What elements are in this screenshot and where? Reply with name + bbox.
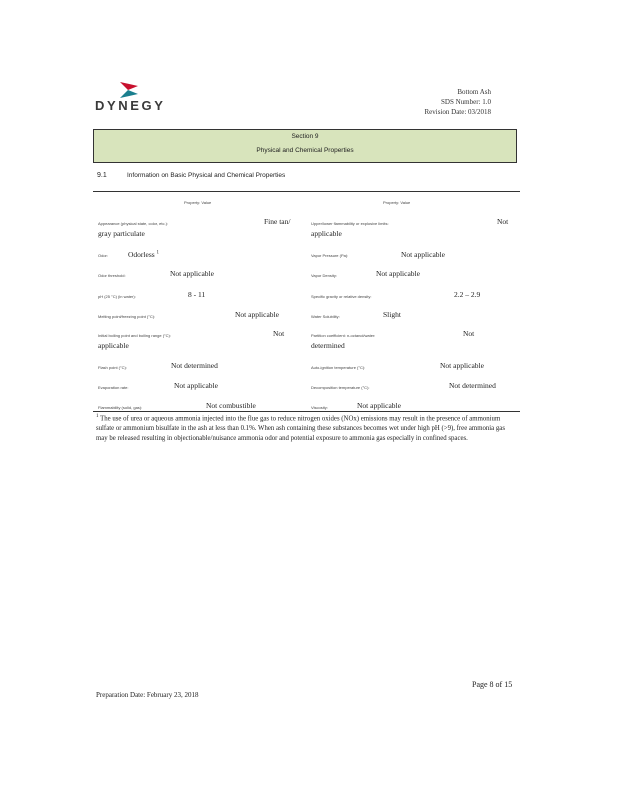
value-viscosity: Not applicable — [357, 401, 401, 410]
value-vapor-density: Not applicable — [376, 269, 420, 278]
value-evaporation-rate: Not applicable — [174, 381, 218, 390]
subsection-number: 9.1 — [97, 172, 107, 179]
label-flammability-limits: Upper/lower flammability or explosive limits: — [311, 221, 389, 226]
section-title: Section 9 — [291, 133, 319, 140]
label-specific-gravity: Specific gravity or relative density: — [311, 294, 372, 299]
label-appearance: Appearance (physical state, color, etc.): — [98, 221, 169, 226]
value-odor-threshold: Not applicable — [170, 269, 214, 278]
label-odor: Odor: — [98, 253, 109, 258]
subsection-title: Information on Basic Physical and Chemical Properties — [127, 172, 286, 179]
value-specific-gravity: 2.2 – 2.9 — [454, 290, 481, 299]
value-ph: 8 - 11 — [188, 290, 206, 299]
value-odor: Odorless $^1$ — [128, 250, 160, 259]
value-decomposition-temp: Not determined — [449, 381, 496, 390]
right-column-header: Property: Value — [383, 200, 411, 205]
label-flammability: Flammability (solid, gas): — [98, 405, 143, 410]
value-auto-ignition: Not applicable — [440, 361, 484, 370]
value-flammability-limits-cont: applicable — [311, 229, 342, 238]
section-banner — [93, 129, 517, 163]
value-appearance: Fine tan/ — [264, 217, 291, 226]
footnote-text: The use of urea or aqueous ammonia injected into the flue gas to reduce nitrogen oxides (NOx) emissions may result in the presence of ammonium sulfate or ammonium bisulfate in the ash at less than 0.1%. When ash containing these substances becomes wet under high pH (>9), free ammonia gas may be released resulting in objectionable/nuisance ammonia odor and potential exposure to ammonia gas especially in confined spaces. — [96, 415, 505, 443]
value-vapor-pressure: Not applicable — [401, 250, 445, 259]
page-number: Page 8 of 15 — [472, 680, 513, 689]
value-boiling-point: Not — [273, 329, 285, 338]
value-boiling-point-cont: applicable — [98, 341, 129, 350]
value-water-solubility: Slight — [383, 310, 401, 319]
label-flash-point: Flash point (°C): — [98, 365, 127, 370]
label-auto-ignition: Auto-ignition temperature (°C): — [311, 365, 366, 370]
value-flammability-limits: Not — [497, 217, 509, 226]
label-evaporation-rate: Evaporation rate: — [98, 385, 129, 390]
value-flammability: Not combustible — [206, 401, 256, 410]
revision-date: Revision Date: 03/2018 — [424, 108, 491, 116]
sds-number: SDS Number: 1.0 — [441, 98, 491, 106]
label-viscosity: Viscosity: — [311, 405, 328, 410]
label-ph: pH (25 °C) (in water): — [98, 294, 136, 299]
table-top-rule — [93, 191, 520, 192]
section-subtitle: Physical and Chemical Properties — [256, 147, 354, 154]
label-decomposition-temp: Decomposition temperature (°C): — [311, 385, 370, 390]
footnote — [96, 412, 516, 444]
label-melting-point: Melting point/freezing point (°C): — [98, 314, 156, 319]
footnote-marker: 1 — [96, 414, 99, 419]
value-melting-point: Not applicable — [235, 310, 279, 319]
label-boiling-point: Initial boiling point and boiling range (°C): — [98, 333, 171, 338]
value-appearance-cont: gray particulate — [98, 229, 145, 238]
value-partition-coefficient-cont: determined — [311, 341, 345, 350]
label-odor-threshold: Odor threshold: — [98, 273, 126, 278]
label-water-solubility: Water Solubility: — [311, 314, 340, 319]
dynegy-logo-text: DYNEGY — [95, 98, 166, 113]
label-vapor-pressure: Vapor Pressure (Pa): — [311, 253, 349, 258]
product-name: Bottom Ash — [457, 88, 491, 96]
footnote-marker-ref: 1 — [156, 250, 160, 256]
value-flash-point: Not determined — [171, 361, 218, 370]
preparation-date: Preparation Date: February 23, 2018 — [96, 691, 199, 699]
label-vapor-density: Vapor Density: — [311, 273, 337, 278]
left-column-header: Property: Value — [184, 200, 212, 205]
label-partition-coefficient: Partition coefficient: n-octanol/water: — [311, 333, 376, 338]
value-partition-coefficient: Not — [463, 329, 475, 338]
dynegy-logo-mark — [118, 81, 140, 99]
